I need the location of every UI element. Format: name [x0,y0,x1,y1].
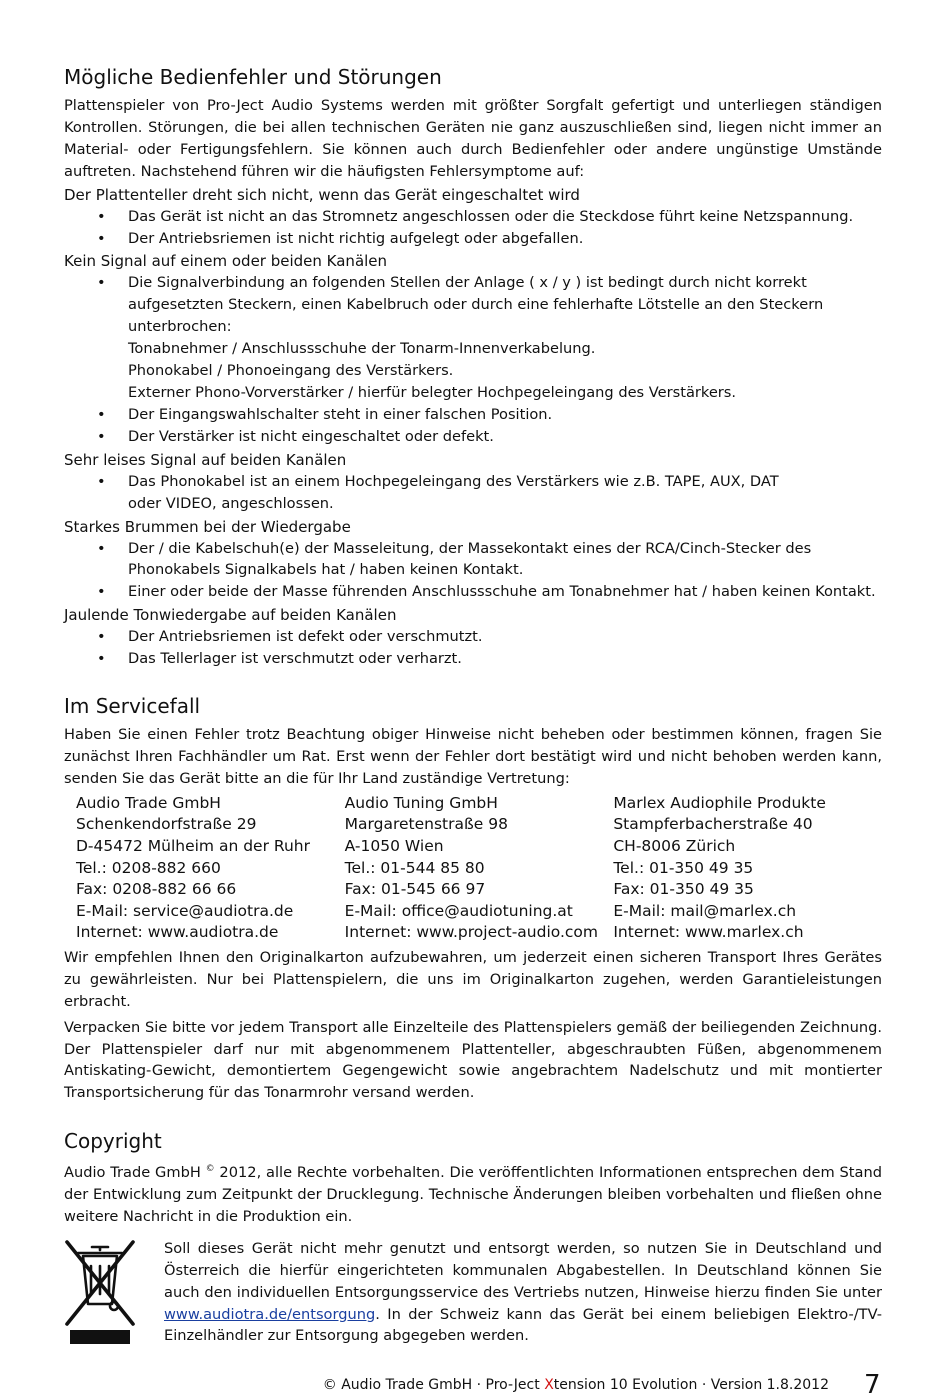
address-column [345,793,614,944]
bullet-icon: • [97,583,106,601]
cause-item [64,206,882,228]
cause-text: Der / die Kabelschuh(e) der Masseleitung, der Massekontakt eines der RCA/Cinch-Stecker des [128,539,812,557]
bullet-icon: • [97,628,106,646]
address-line: Internet: www.audiotra.de [76,923,279,942]
cause-text: Externer Phono-Vorverstärker / hierfür belegter Hochpegeleingang des Verstärkers. [128,383,737,401]
address-line: E-Mail: office@audiotuning.at [344,901,573,920]
bullet-icon: • [97,427,106,445]
disposal-text-end: . In der Schweiz kann das Gerät bei einem beliebigen Elektro-/TV-Einzelhändler zur Entsorgung abgegeben werden. [164,1305,882,1345]
address-line: CH-8006 Zürich [613,836,736,855]
footer-product-version: tension 10 Evolution · Version 1.8.2012 [553,1377,829,1393]
problem-list [64,184,882,670]
bullet-icon: • [97,229,106,247]
address-line: Audio Tuning GmbH [344,793,498,812]
disposal-text-body: Soll dieses Gerät nicht mehr genutzt und entsorgt werden, so nutzen Sie in Deutschland und Österreich die hierfür eingerichteten kommunalen Abgabestellen. In Deutschland können Sie auch den individuellen Entsorgungsservice des Vertriebs nutzen, Hinweise hierzu finden Sie unter [164,1239,882,1301]
address-line: E-Mail: mail@marlex.ch [613,901,797,920]
problem-cause-list [64,538,882,604]
bullet-icon: • [97,207,106,225]
bullet-icon: • [97,472,106,490]
cause-item [64,426,882,448]
copyright-symbol: © [205,1164,215,1175]
address-line: Fax: 0208-882 66 66 [76,880,237,899]
disposal-link[interactable]: www.audiotra.de/entsorgung [164,1305,376,1323]
footer-copyright: © Audio Trade GmbH · Pro-Ject [322,1377,545,1393]
cause-item [64,228,882,250]
problem-heading: Kein Signal auf einem oder beiden Kanälen [64,252,388,271]
cause-text: Der Eingangswahlschalter steht in einer falschen Position. [128,405,553,423]
address-column [76,793,345,944]
address-line: Audio Trade GmbH [76,793,221,812]
section-title-troubleshooting: Mögliche Bedienfehler und Störungen [64,65,442,89]
cause-text: Tonabnehmer / Anschlussschuhe der Tonarm-Innenverkabelung. [128,340,596,358]
bullet-icon: • [97,539,106,557]
problem-cause-list [64,206,882,250]
problem-heading: Sehr leises Signal auf beiden Kanälen [64,450,347,469]
page-footer [323,1377,829,1393]
service-intro: Haben Sie einen Fehler trotz Beachtung obiger Hinweise nicht beheben oder bestimmen können, fragen Sie zunächst Ihren Fachhändler um Rat. Erst wenn der Fehler dort bestätigt wird und nicht behoben werden kann, senden Sie das Gerät bitte an die für Ihr Land zuständige Vertretung: [64,726,882,787]
address-line: E-Mail: service@audiotra.de [76,901,294,920]
address-table [76,793,882,944]
cause-item [64,648,882,670]
cause-item [64,538,882,582]
address-line: Schenkendorfstraße 29 [76,815,257,834]
address-line: Fax: 01-350 49 35 [613,880,754,899]
page-number: 7 [864,1370,881,1400]
copyright-owner: Audio Trade GmbH [64,1164,206,1182]
address-line: Internet: www.marlex.ch [613,923,804,942]
address-line: Tel.: 0208-882 660 [76,858,221,877]
disposal-text [164,1238,882,1350]
problem-cause-list [64,626,882,670]
cause-text: Der Antriebsriemen ist defekt oder verschmutzt. [128,628,483,646]
address-line: Tel.: 01-544 85 80 [344,858,485,877]
cause-item [64,471,882,515]
cause-text: Phonokabel / Phonoeingang des Verstärkers. [128,362,454,380]
cause-text: Das Gerät ist nicht an das Stromnetz angeschlossen oder die Steckdose führt keine Netzspannung. [128,207,854,225]
address-line: Marlex Audiophile Produkte [613,793,826,812]
cause-text: Der Verstärker ist nicht eingeschaltet oder defekt. [128,427,494,445]
copyright-text [64,1159,882,1228]
problem-heading: Der Plattenteller dreht sich nicht, wenn das Gerät eingeschaltet wird [64,185,580,204]
address-line: Fax: 01-545 66 97 [344,880,486,899]
section-title-service: Im Servicefall [64,694,201,719]
footer-brand-x: X [544,1377,554,1393]
cause-text: Phonokabels Signalkabels hat / haben keinen Kontakt. [128,561,524,579]
address-line: A-1050 Wien [344,836,444,855]
copyright-body: 2012, alle Rechte vorbehalten. Die veröffentlichten Informationen entsprechen dem Stand der Entwicklung zum Zeitpunkt der Drucklegung. Technische Änderungen bleiben vorbehalten und fließen ohne weitere Nachricht in die Produktion ein. [64,1164,882,1225]
bullet-icon: • [97,405,106,423]
cause-item [64,581,882,603]
problem-cause-list [64,272,882,447]
service-packaging-note: Wir empfehlen Ihnen den Originalkarton aufzubewahren, um jederzeit einen sicheren Transport Ihres Gerätes zu gewährleisten. Nur bei Plattenspielern, die uns im Originalkarton zugehen, werden Garantieleistungen erbracht. [64,948,882,1010]
service-transport-note: Verpacken Sie bitte vor jedem Transport alle Einzelteile des Plattenspielers gemäß der beiliegenden Zeichnung. Der Plattenspieler darf nur mit abgenommenem Plattenteller, abgeschraubten Füßen, abgenommenem Antiskating-Gewicht, demontiertem Gegengewicht sowie angebrachtem Nadelschutz und mit montierter Transportsicherung für das Tonarmrohr versand werden. [64,1018,882,1102]
crossed-out-wheelie-bin-icon [64,1238,164,1350]
cause-text: Das Tellerlager ist verschmutzt oder verharzt. [128,650,462,668]
troubleshooting-intro: Plattenspieler von Pro-Ject Audio Systems werden mit größter Sorgfalt gefertigt und unterliegen ständigen Kontrollen. Störungen, die bei allen technischen Geräten nie ganz auszuschließen sind, liegen nicht immer an Material- oder Fertigungsfehlern. Sie können auch durch Bedienfehler oder andere ungünstige Umstände auftreten. Nachstehend führen wir die häufigsten Fehlersymptome auf: [64,97,882,180]
cause-item [64,272,882,403]
address-line: Internet: www.project-audio.com [344,923,598,942]
problem-heading: Jaulende Tonwiedergabe auf beiden Kanälen [64,606,397,625]
cause-text: Der Antriebsriemen ist nicht richtig aufgelegt oder abgefallen. [128,229,584,247]
cause-text: aufgesetzten Steckern, einen Kabelbruch oder durch eine fehlerhafte Lötstelle an den Steckern [128,296,824,314]
section-title-copyright: Copyright [64,1129,162,1154]
cause-item [64,404,882,426]
cause-text: Einer oder beide der Masse führenden Anschlussschuhe am Tonabnehmer hat / haben keinen Kontakt. [128,583,876,601]
disposal-notice [64,1238,882,1350]
cause-item [64,626,882,648]
problem-cause-list [64,471,882,515]
cause-text: Das Phonokabel ist an einem Hochpegeleingang des Verstärkers wie z.B. TAPE, AUX, DAT [128,472,779,490]
address-line: Margaretenstraße 98 [344,815,508,834]
address-line: Tel.: 01-350 49 35 [613,858,754,877]
cause-text: unterbrochen: [128,318,232,336]
address-line: Stampferbacherstraße 40 [613,815,813,834]
address-column [613,793,882,944]
manual-page [64,62,882,1350]
bullet-icon: • [97,650,106,668]
cause-text: Die Signalverbindung an folgenden Stellen der Anlage ( x / y ) ist bedingt durch nicht korrekt [128,274,807,292]
bullet-icon: • [97,274,106,292]
cause-text: oder VIDEO, angeschlossen. [128,494,334,512]
problem-heading: Starkes Brummen bei der Wiedergabe [64,517,351,536]
address-line: D-45472 Mülheim an der Ruhr [76,836,310,855]
